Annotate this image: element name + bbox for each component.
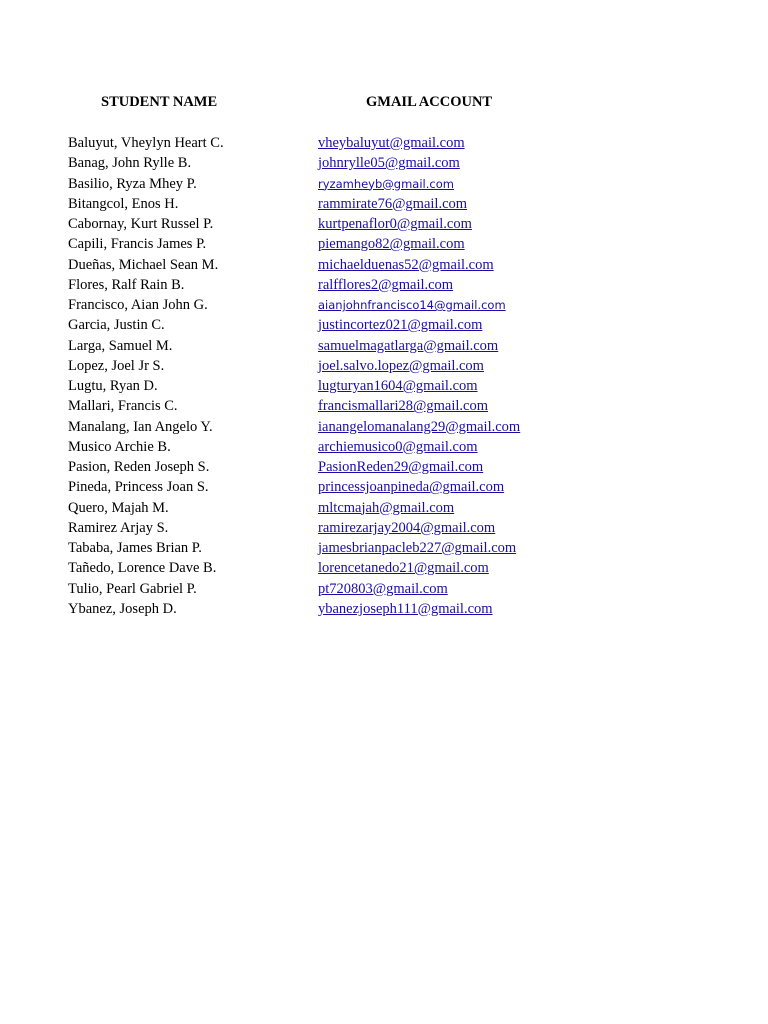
email-link[interactable]: ralfflores2@gmail.com [318, 276, 454, 293]
email-link[interactable]: samuelmagatlarga@gmail.com [318, 337, 499, 354]
student-name: Basilio, Ryza Mhey P. [68, 175, 197, 192]
email-link[interactable]: vheybaluyut@gmail.com [318, 135, 465, 151]
student-name: Tulio, Pearl Gabriel P. [68, 580, 197, 597]
email-link[interactable]: ianangelomanalang29@gmail.com [318, 418, 521, 435]
email-link[interactable]: ryzamheyb@gmail.com [318, 176, 454, 191]
student-name: Pineda, Princess Joan S. [68, 479, 209, 496]
student-name: Ramirez Arjay S. [68, 519, 169, 536]
student-row [0, 315, 768, 335]
student-name: Mallari, Francis C. [68, 398, 178, 415]
student-row [0, 558, 768, 578]
student-name: Larga, Samuel M. [68, 337, 173, 354]
email-link[interactable]: rammirate76@gmail.com [318, 195, 468, 212]
student-name: Musico Archie B. [68, 438, 171, 455]
student-name: Tañedo, Lorence Dave B. [68, 560, 217, 577]
student-row [0, 133, 768, 153]
email-link[interactable]: ramirezarjay2004@gmail.com [318, 519, 496, 536]
email-link[interactable]: lorencetanedo21@gmail.com [318, 560, 489, 577]
student-row [0, 255, 768, 275]
email-link[interactable]: jamesbrianpacleb227@gmail.com [318, 540, 517, 556]
student-row [0, 417, 768, 437]
email-link[interactable]: archiemusico0@gmail.com [318, 438, 478, 455]
student-row [0, 153, 768, 173]
student-row [0, 376, 768, 396]
student-name: Garcia, Justin C. [68, 317, 165, 334]
student-name: Ybanez, Joseph D. [68, 600, 177, 617]
email-link[interactable]: johnrylle05@gmail.com [318, 155, 460, 172]
student-row [0, 234, 768, 254]
student-row [0, 437, 768, 457]
email-link[interactable]: joel.salvo.lopez@gmail.com [318, 357, 484, 374]
student-name: Francisco, Aian John G. [68, 297, 208, 313]
student-name: Tababa, James Brian P. [68, 540, 202, 556]
email-link[interactable]: michaelduenas52@gmail.com [318, 256, 494, 273]
student-name: Flores, Ralf Rain B. [68, 276, 185, 293]
student-name: Lopez, Joel Jr S. [68, 357, 165, 374]
student-row [0, 538, 768, 558]
student-row [0, 396, 768, 416]
student-name: Dueñas, Michael Sean M. [68, 256, 219, 273]
student-row [0, 275, 768, 295]
email-link[interactable]: mltcmajah@gmail.com [318, 499, 455, 516]
email-link[interactable]: lugturyan1604@gmail.com [318, 378, 478, 394]
student-row [0, 214, 768, 234]
student-row [0, 336, 768, 356]
email-link[interactable]: ybanezjoseph111@gmail.com [318, 600, 493, 617]
student-row [0, 498, 768, 518]
student-row [0, 457, 768, 477]
student-list [0, 133, 768, 619]
student-name: Capili, Francis James P. [68, 236, 207, 253]
student-name: Banag, John Rylle B. [68, 155, 192, 172]
email-link[interactable]: francismallari28@gmail.com [318, 398, 488, 415]
student-name: Baluyut, Vheylyn Heart C. [68, 135, 224, 151]
student-name: Lugtu, Ryan D. [68, 378, 158, 394]
student-row [0, 174, 768, 194]
email-link[interactable]: kurtpenaflor0@gmail.com [318, 216, 472, 232]
student-row [0, 599, 768, 619]
student-row [0, 194, 768, 214]
student-name-header: STUDENT NAME [101, 94, 218, 110]
email-link[interactable]: aianjohnfrancisco14@gmail.com [318, 298, 506, 312]
student-row [0, 518, 768, 538]
email-link[interactable]: justincortez021@gmail.com [318, 317, 483, 334]
student-row [0, 579, 768, 599]
student-name: Cabornay, Kurt Russel P. [68, 216, 214, 232]
gmail-account-header: GMAIL ACCOUNT [366, 94, 493, 110]
student-row [0, 477, 768, 497]
student-name: Pasion, Reden Joseph S. [68, 459, 210, 475]
email-link[interactable]: piemango82@gmail.com [318, 236, 465, 253]
student-name: Quero, Majah M. [68, 499, 169, 516]
email-link[interactable]: princessjoanpineda@gmail.com [318, 479, 505, 496]
student-name: Manalang, Ian Angelo Y. [68, 418, 213, 435]
student-row [0, 295, 768, 315]
student-row [0, 356, 768, 376]
email-link[interactable]: PasionReden29@gmail.com [318, 459, 484, 475]
email-link[interactable]: pt720803@gmail.com [318, 580, 448, 597]
student-name: Bitangcol, Enos H. [68, 195, 179, 212]
